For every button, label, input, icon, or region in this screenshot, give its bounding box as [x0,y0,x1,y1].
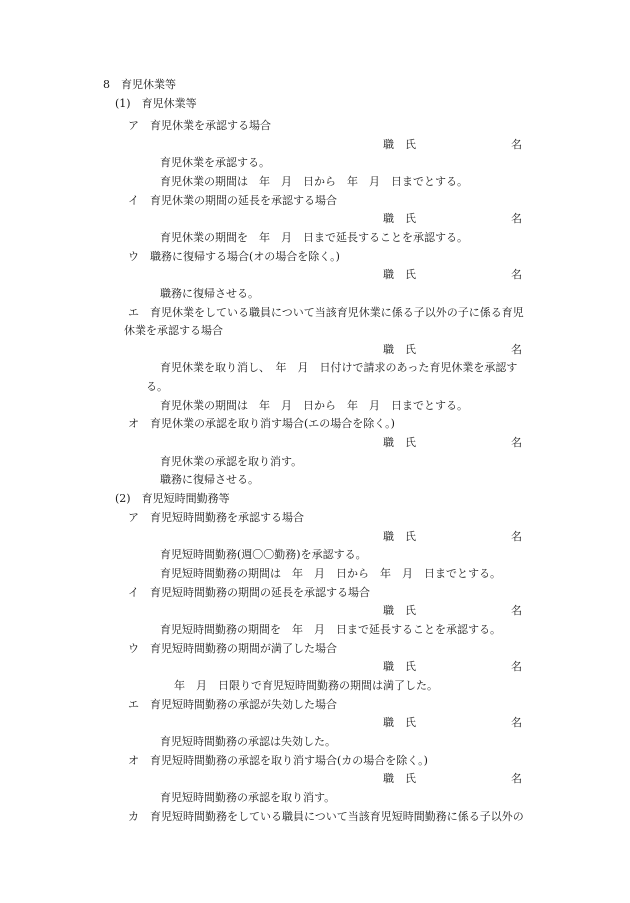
signature-mei: 名 [511,604,522,617]
item-title-1o: オ 育児休業の承認を取り消す場合(エの場合を除く。) [128,417,395,430]
signature-mei: 名 [511,660,522,673]
signature-shi: 氏 [405,212,416,225]
signature-shoku: 職 [383,138,394,151]
item-title-1a: ア 育児休業を承認する場合 [128,119,271,132]
signature-shi: 氏 [405,138,416,151]
signature-mei: 名 [511,772,522,785]
signature-shoku: 職 [383,268,394,281]
signature-shoku: 職 [383,772,394,785]
signature-shoku: 職 [383,660,394,673]
signature-shoku: 職 [383,343,394,356]
signature-mei: 名 [511,138,522,151]
signature-shi: 氏 [405,716,416,729]
item-title-2i: イ 育児短時間勤務の期間の延長を承認する場合 [128,586,370,599]
item-title-1u: ウ 職務に復帰する場合(オの場合を除く。) [128,250,340,263]
item-title-2ka: カ 育児短時間勤務をしている職員について当該育児短時間勤務に係る子以外の [128,810,524,823]
signature-shi: 氏 [405,772,416,785]
item-title-1i: イ 育児休業の期間の延長を承認する場合 [128,194,337,207]
item-title-1e: エ 育児休業をしている職員について当該育児休業に係る子以外の子に係る育児 [128,306,524,319]
body-line: 育児短時間勤務の承認は失効した。 [160,735,336,748]
item-title-1e-cont: 休業を承認する場合 [124,324,223,337]
subsection-heading-2: (2) 育児短時間勤務等 [115,492,230,505]
body-line: 職務に復帰させる。 [160,287,259,300]
body-line: 育児短時間勤務の期間は 年 月 日から 年 月 日までとする。 [160,567,501,580]
signature-shoku: 職 [383,604,394,617]
body-line: る。 [146,380,168,393]
subsection-heading-1: (1) 育児休業等 [115,97,197,110]
signature-shi: 氏 [405,660,416,673]
signature-shoku: 職 [383,530,394,543]
signature-shi: 氏 [405,604,416,617]
signature-shi: 氏 [405,343,416,356]
signature-shoku: 職 [383,212,394,225]
body-line: 育児休業の承認を取り消す。 [160,455,303,468]
signature-mei: 名 [511,268,522,281]
section-heading: 8 育児休業等 [103,78,176,91]
item-title-2o: オ 育児短時間勤務の承認を取り消す場合(カの場合を除く。) [128,754,428,767]
body-line: 育児短時間勤務(週〇〇勤務)を承認する。 [160,548,367,561]
signature-shi: 氏 [405,268,416,281]
signature-shoku: 職 [383,436,394,449]
signature-mei: 名 [511,530,522,543]
item-title-2e: エ 育児短時間勤務の承認が失効した場合 [128,698,337,711]
signature-shi: 氏 [405,530,416,543]
body-line: 育児短時間勤務の承認を取り消す。 [160,791,336,804]
body-line: 育児休業を取り消し、 年 月 日付けで請求のあった育児休業を承認す [160,361,518,374]
body-line: 年 月 日限りで育児短時間勤務の期間は満了した。 [174,679,438,692]
body-line: 育児休業を承認する。 [160,156,270,169]
item-title-2u: ウ 育児短時間勤務の期間が満了した場合 [128,642,337,655]
signature-mei: 名 [511,436,522,449]
body-line: 育児短時間勤務の期間を 年 月 日まで延長することを承認する。 [160,623,501,636]
body-line: 育児休業の期間は 年 月 日から 年 月 日までとする。 [160,175,468,188]
body-line: 職務に復帰させる。 [160,473,259,486]
item-title-2a: ア 育児短時間勤務を承認する場合 [128,511,304,524]
signature-shoku: 職 [383,716,394,729]
body-line: 育児休業の期間は 年 月 日から 年 月 日までとする。 [160,399,468,412]
signature-mei: 名 [511,716,522,729]
signature-mei: 名 [511,343,522,356]
signature-shi: 氏 [405,436,416,449]
body-line: 育児休業の期間を 年 月 日まで延長することを承認する。 [160,231,468,244]
signature-mei: 名 [511,212,522,225]
